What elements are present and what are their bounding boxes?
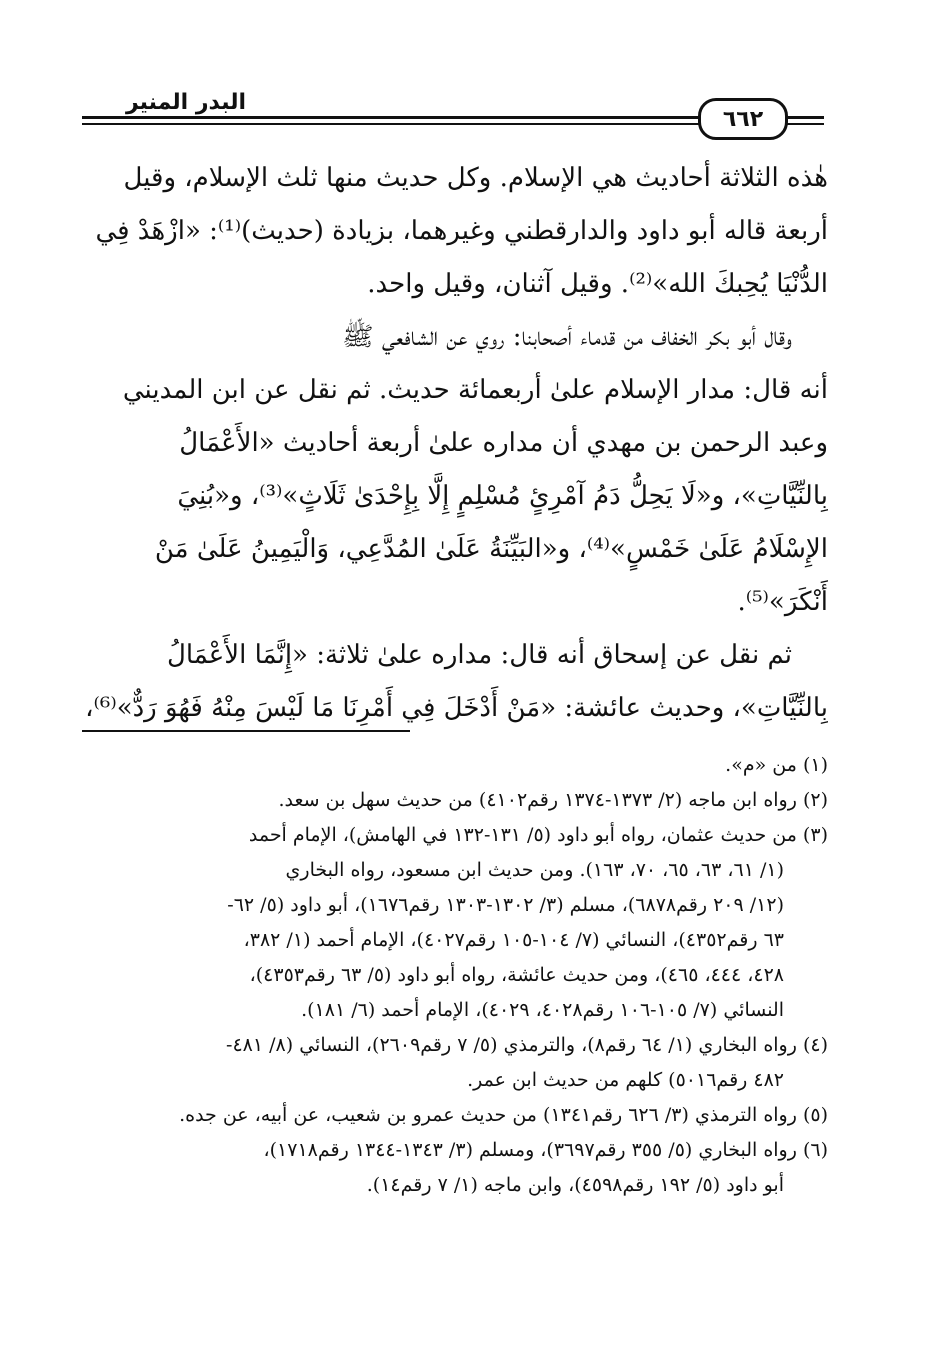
text-line: أربعة قاله أبو داود والدارقطني وغيرهما، بزيادة (حديث)⁽¹⁾: «ازْهَدْ فِي <box>95 216 828 246</box>
text-line: وقال أبو بكر الخفاف من قدماء أصحابنا: روي عن الشافعي ﷺ <box>342 322 792 352</box>
footnote-line: أبو داود (٥/ ١٩٢ رقم٤٥٩٨)، وابن ماجه (١/ ٧ رقم١٤). <box>366 1174 784 1196</box>
footnote-line: ٤٨٢ رقم٥٠١٦) كلهم من حديث ابن عمر. <box>467 1069 784 1091</box>
footnote-line: (٢) رواه ابن ماجه (٢/ ١٣٧٣-١٣٧٤ رقم٤١٠٢) من حديث سهل بن سعد. <box>278 789 828 811</box>
text-line: أنه قال: مدار الإسلام علىٰ أربعمائة حديث. ثم نقل عن ابن المديني <box>122 375 828 405</box>
text-line: الدُّنْيَا يُحِبكَ الله»⁽²⁾. وقيل آثنان، وقيل واحد. <box>367 269 828 299</box>
text-line: هٰذه الثلاثة أحاديث هي الإسلام. وكل حديث منها ثلث الإسلام، وقيل <box>123 163 828 193</box>
text-line: ثم نقل عن إسحاق أنه قال: مداره علىٰ ثلاثة: «إِنَّمَا الأَعْمَالُ <box>166 640 792 670</box>
text-line: الإِسْلَامُ عَلَىٰ خَمْسٍ»⁽⁴⁾، و«البَيِّنَةُ عَلَىٰ المُدَّعِي، وَالْيَمِينُ عَلَىٰ مَنْ <box>154 534 828 564</box>
footnotes <box>76 748 828 1203</box>
footnote-separator <box>82 730 410 732</box>
footnote-line: ٦٣ رقم٤٣٥٢)، النسائي (٧/ ١٠٤-١٠٥ رقم٤٠٢٧)، الإمام أحمد (١/ ٣٨٢، <box>243 929 784 951</box>
text-line: أَنْكَرَ»⁽⁵⁾. <box>737 587 828 617</box>
main-text <box>76 152 828 735</box>
page-header <box>82 92 824 136</box>
text-line: بِالنِّيَّاتِ»، و«لَا يَحِلُّ دَمُ آمْرِئٍ مُسْلِمٍ إِلَّا بِإِحْدَىٰ ثَلَاثٍ»⁽³⁾، و«بُنِيَ <box>177 481 828 511</box>
footnote-line: (٤) رواه البخاري (١/ ٦٤ رقم٨)، والترمذي (٥/ ٧ رقم٢٦٠٩)، النسائي (٨/ ٤٨١- <box>226 1034 828 1056</box>
footnote-line: (٣) من حديث عثمان، رواه أبو داود (٥/ ١٣١-١٣٢ في الهامش)، الإمام أحمد <box>248 824 828 846</box>
footnote-line: (١) من «م». <box>725 754 828 776</box>
footnote-line: ٤٢٨، ٤٤٤، ٤٦٥)، ومن حديث عائشة، رواه أبو داود (٥/ ٦٣ رقم٤٣٥٣)، <box>249 964 784 986</box>
page-number: ٦٦٢ <box>698 98 788 140</box>
book-title: البدر المنير <box>126 90 247 115</box>
footnote-line: (٥) رواه الترمذي (٣/ ٦٢٦ رقم١٣٤١) من حديث عمرو بن شعيب، عن أبيه، عن جده. <box>179 1104 828 1126</box>
footnote-line: (٦) رواه البخاري (٥/ ٣٥٥ رقم٣٦٩٧)، ومسلم (٣/ ١٣٤٣-١٣٤٤ رقم١٧١٨)، <box>263 1139 828 1161</box>
footnote-line: (١٢/ ٢٠٩ رقم٦٨٧٨)، مسلم (٣/ ١٣٠٢-١٣٠٣ رقم١٦٧٦)، أبو داود (٥/ ٦٢- <box>227 894 784 916</box>
footnote-line: (١/ ٦١، ٦٣، ٦٥، ٧٠، ١٦٣). ومن حديث ابن مسعود، رواه البخاري <box>285 859 784 881</box>
text-line: وعبد الرحمن بن مهدي أن مداره علىٰ أربعة أحاديث «الأَعْمَالُ <box>179 428 828 458</box>
text-line: بِالنِّيَّاتِ»، وحديث عائشة: «مَنْ أَدْخَلَ فِي أَمْرِنَا مَا لَيْسَ مِنْهُ فَهُوَ رَدٌّ»⁽⁶⁾، <box>85 693 828 723</box>
footnote-line: النسائي (٧/ ١٠٥-١٠٦ رقم٤٠٢٨، ٤٠٢٩)، الإمام أحمد (٦/ ١٨١). <box>301 999 784 1021</box>
